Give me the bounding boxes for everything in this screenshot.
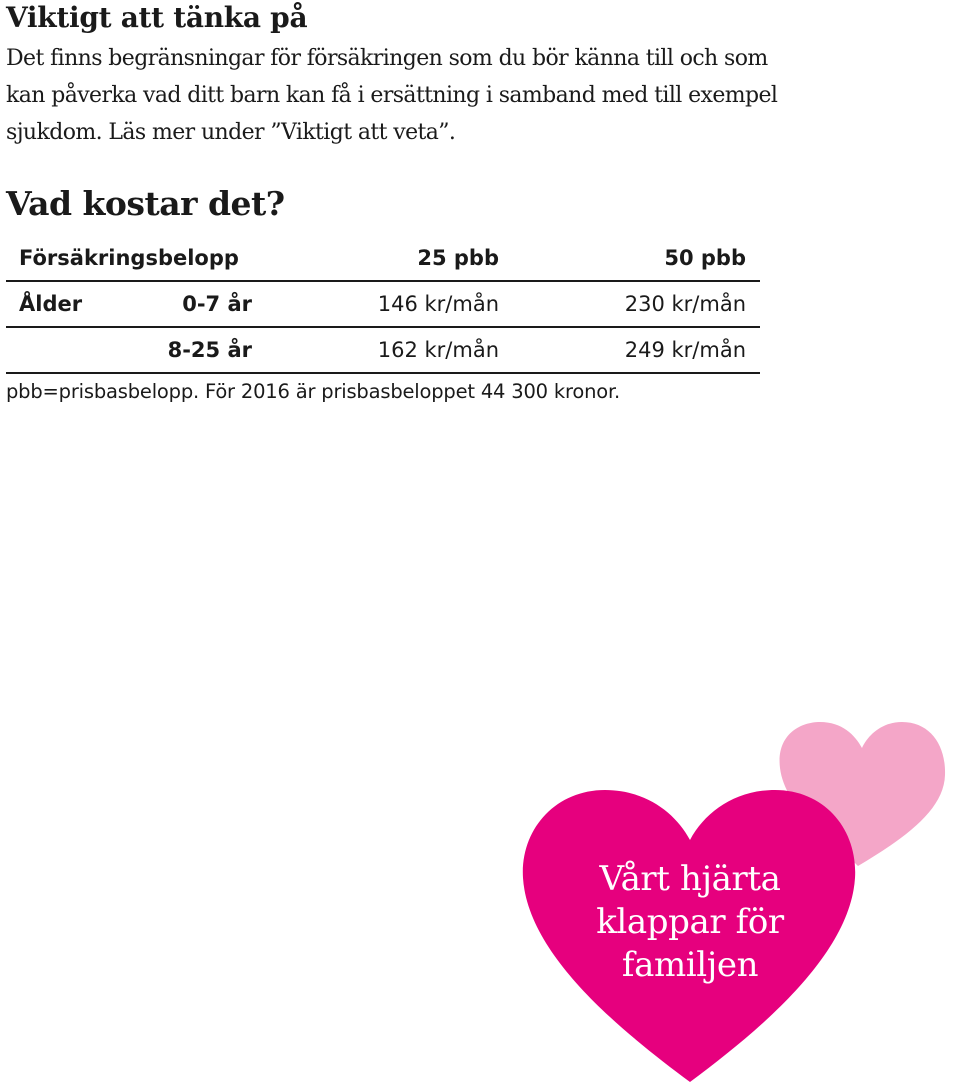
intro-line: Det finns begränsningar för försäkringen som du bör känna till och som	[6, 46, 768, 71]
section-title-cost: Vad kostar det?	[6, 184, 285, 223]
price-25pbb: 162 kr/mån	[377, 338, 499, 362]
intro-line: kan påverka vad ditt barn kan få i ersättning i samband med till exempel	[6, 83, 778, 108]
slogan-line: familjen	[621, 945, 759, 985]
price-25pbb: 146 kr/mån	[377, 292, 499, 316]
section-title-important: Viktigt att tänka på	[6, 1, 308, 34]
header-label: Försäkringsbelopp	[19, 246, 239, 270]
age-range: 8-25 år	[167, 338, 252, 362]
age-range: 0-7 år	[182, 292, 252, 316]
header-25pbb: 25 pbb	[417, 246, 499, 270]
price-50pbb: 249 kr/mån	[624, 338, 746, 362]
footnote: pbb=prisbasbelopp. För 2016 är prisbasbeloppet 44 300 kronor.	[6, 380, 620, 403]
header-50pbb: 50 pbb	[664, 246, 746, 270]
row-label: Ålder	[19, 292, 83, 316]
intro-line: sjukdom. Läs mer under ”Viktigt att veta”.	[6, 120, 456, 145]
slogan-line: Vårt hjärta	[599, 859, 781, 899]
slogan-line: klappar för	[596, 902, 784, 942]
heart-slogan	[555, 858, 825, 987]
price-50pbb: 230 kr/mån	[624, 292, 746, 316]
